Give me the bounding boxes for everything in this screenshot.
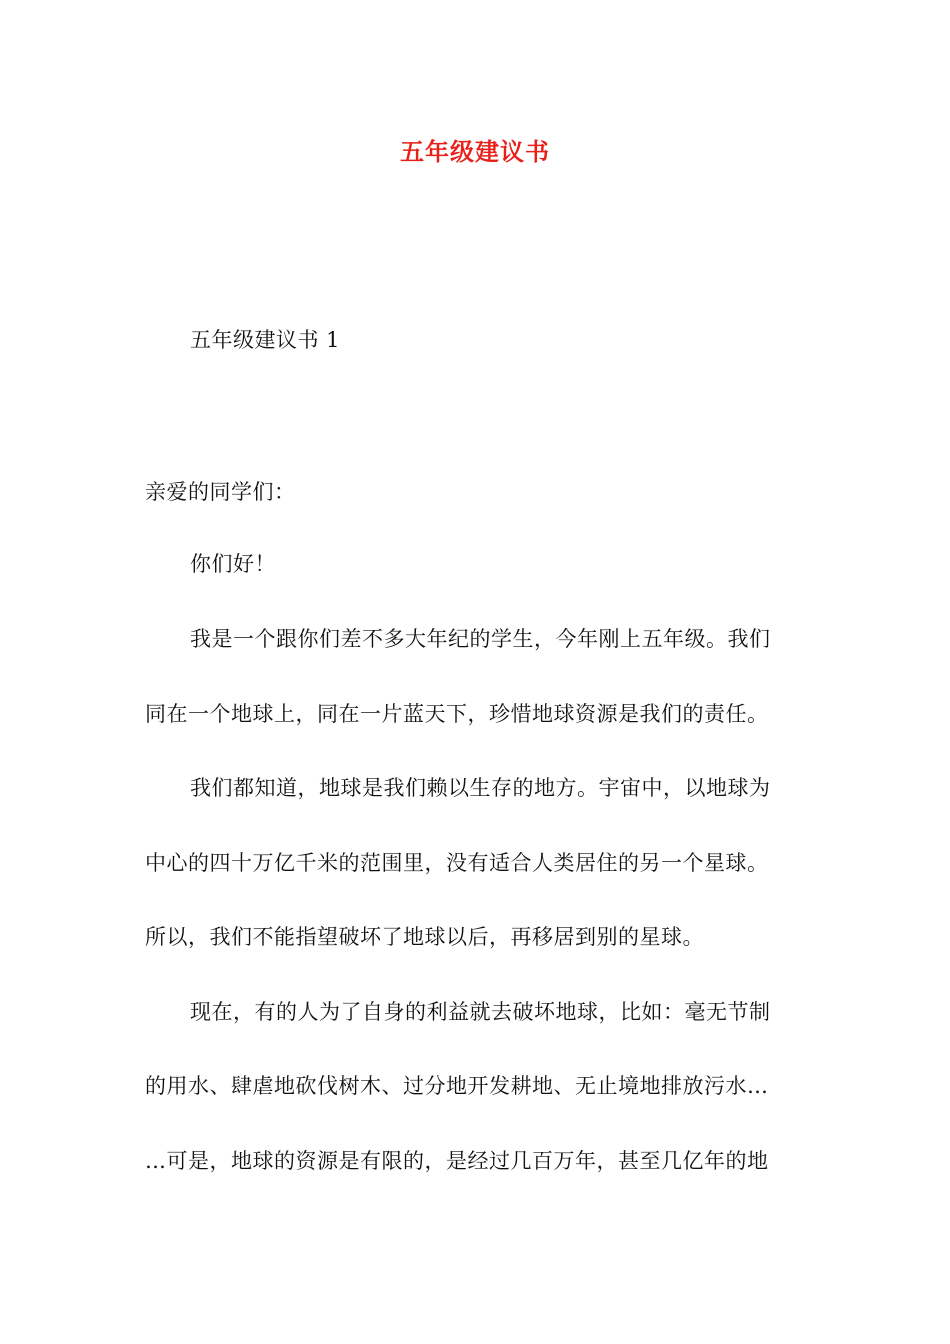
document-title: 五年级建议书	[400, 137, 550, 166]
paragraph-3-line-1: 现在，有的人为了自身的利益就去破坏地球，比如：毫无节制	[190, 1000, 771, 1024]
greeting: 你们好！	[190, 552, 276, 576]
paragraph-2-line-2: 中心的四十万亿千米的范围里，没有适合人类居住的另一个星球。	[145, 851, 769, 875]
salutation: 亲爱的同学们：	[145, 480, 296, 504]
paragraph-3-line-2: 的用水、肆虐地砍伐树木、过分地开发耕地、无止境地排放污水…	[145, 1074, 769, 1098]
paragraph-2-line-3: 所以，我们不能指望破坏了地球以后，再移居到别的星球。	[145, 925, 704, 949]
paragraph-1-line-1: 我是一个跟你们差不多大年纪的学生，今年刚上五年级。我们	[190, 627, 771, 651]
section-heading: 五年级建议书 1	[190, 328, 341, 352]
paragraph-3-line-3: …可是，地球的资源是有限的，是经过几百万年，甚至几亿年的地	[145, 1149, 769, 1173]
paragraph-1-line-2: 同在一个地球上，同在一片蓝天下，珍惜地球资源是我们的责任。	[145, 702, 769, 726]
paragraph-2-line-1: 我们都知道，地球是我们赖以生存的地方。宇宙中，以地球为	[190, 776, 771, 800]
